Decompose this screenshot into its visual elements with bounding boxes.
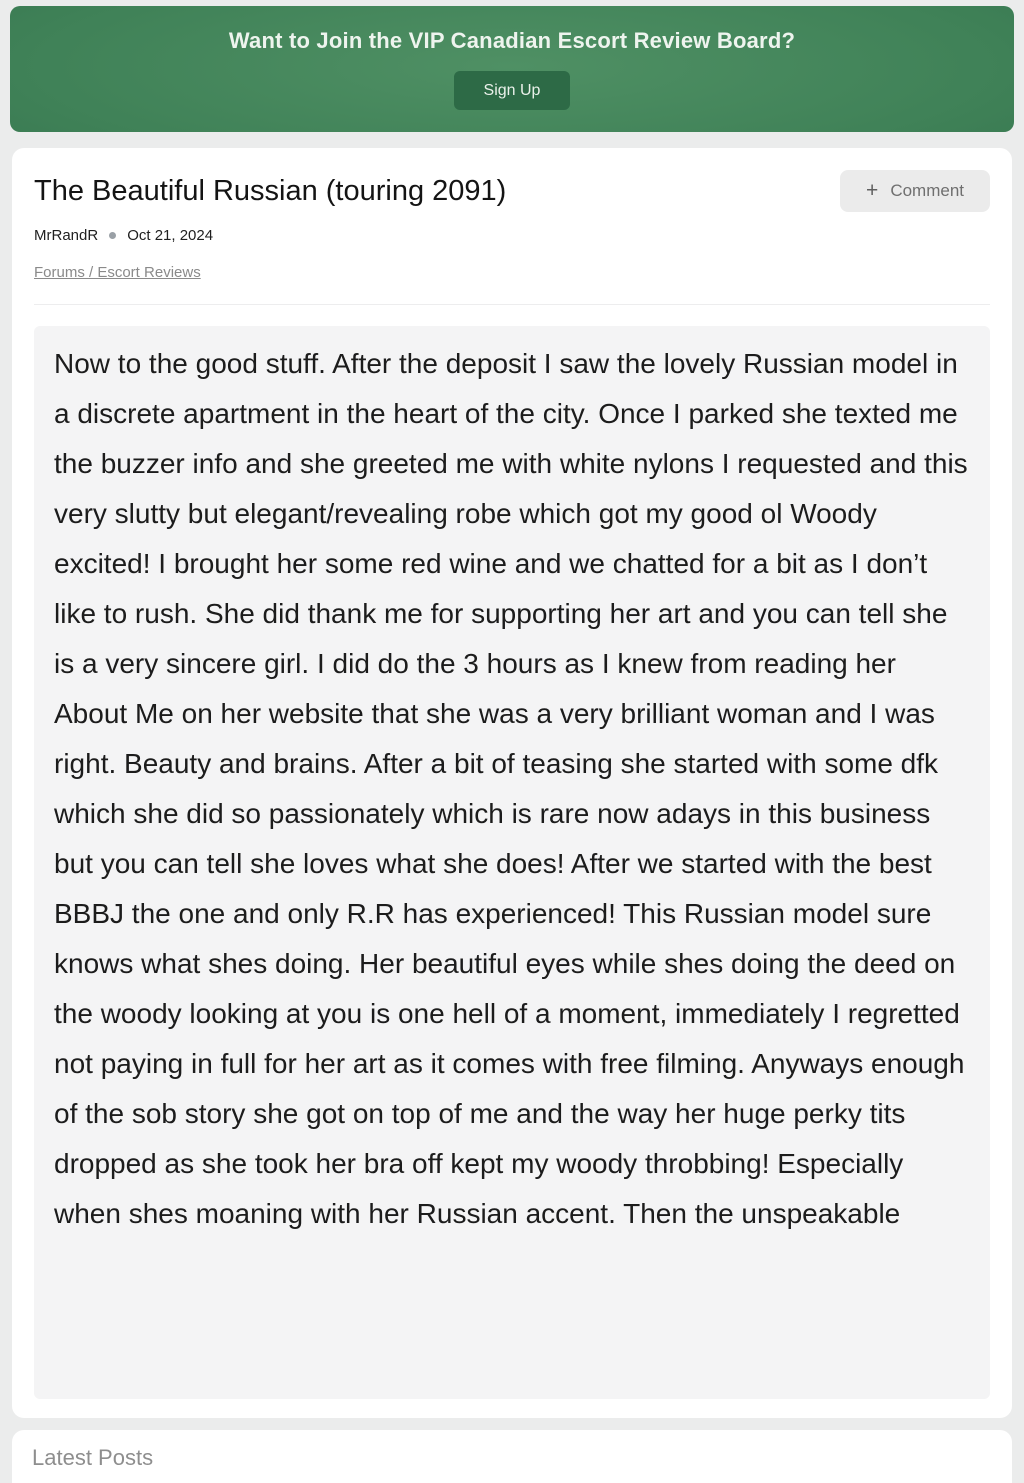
breadcrumb-row: [34, 264, 990, 282]
banner-heading: Want to Join the VIP Canadian Escort Review Board?: [228, 28, 796, 53]
vip-banner: [10, 6, 1014, 132]
sign-up-button[interactable]: Sign Up: [454, 71, 571, 110]
title-row: [34, 170, 990, 212]
latest-posts-card: [12, 1430, 1012, 1483]
breadcrumb[interactable]: Forums / Escort Reviews: [34, 264, 201, 281]
page: [0, 6, 1024, 1483]
divider: [34, 304, 990, 305]
dot-separator-icon: [109, 232, 116, 239]
plus-icon: +: [866, 179, 879, 202]
post-body: [34, 326, 990, 1399]
post-card: [12, 148, 1012, 1418]
post-date: Oct 21, 2024: [127, 227, 214, 244]
comment-button[interactable]: [840, 170, 990, 212]
author-name: MrRandR: [34, 227, 99, 244]
post-meta: [34, 227, 990, 244]
page-title: The Beautiful Russian (touring 2091): [34, 175, 507, 207]
comment-button-label: Comment: [890, 181, 964, 200]
post-text: Now to the good stuff. After the deposit I saw the lovely Russian model in a discrete apartment in the heart of the city. Once I parked she texted me the buzzer info and she greeted me with white nylons I requested and this very slutty but elegant/revealing robe which got my good ol Woody excited! I brought her some red wine and we chatted for a bit as I don’t like to rush. She did thank me for supporting her art and you can tell she is a very sincere girl. I did do the 3 hours as I knew from reading her About Me on her website that she was a very brilliant woman and I was right. Beauty and brains. After a bit of teasing she started with some dfk which she did so passionately which is rare now adays in this business but you can tell she loves what she does! After we started with the best BBBJ the one and only R.R has experienced! This Russian model sure knows what shes doing. Her beautiful eyes while shes doing the deed on the woody looking at you is one hell of a moment, immediately I regretted not paying in full for her art as it comes with free filming. Anyways enough of the sob story she got on top of me and the way her huge perky tits dropped as she took her bra off kept my woody throbbing! Especially when shes moaning with her Russian accent. Then the unspeakable: [54, 348, 968, 1229]
latest-posts-heading: Latest Posts: [32, 1445, 154, 1470]
